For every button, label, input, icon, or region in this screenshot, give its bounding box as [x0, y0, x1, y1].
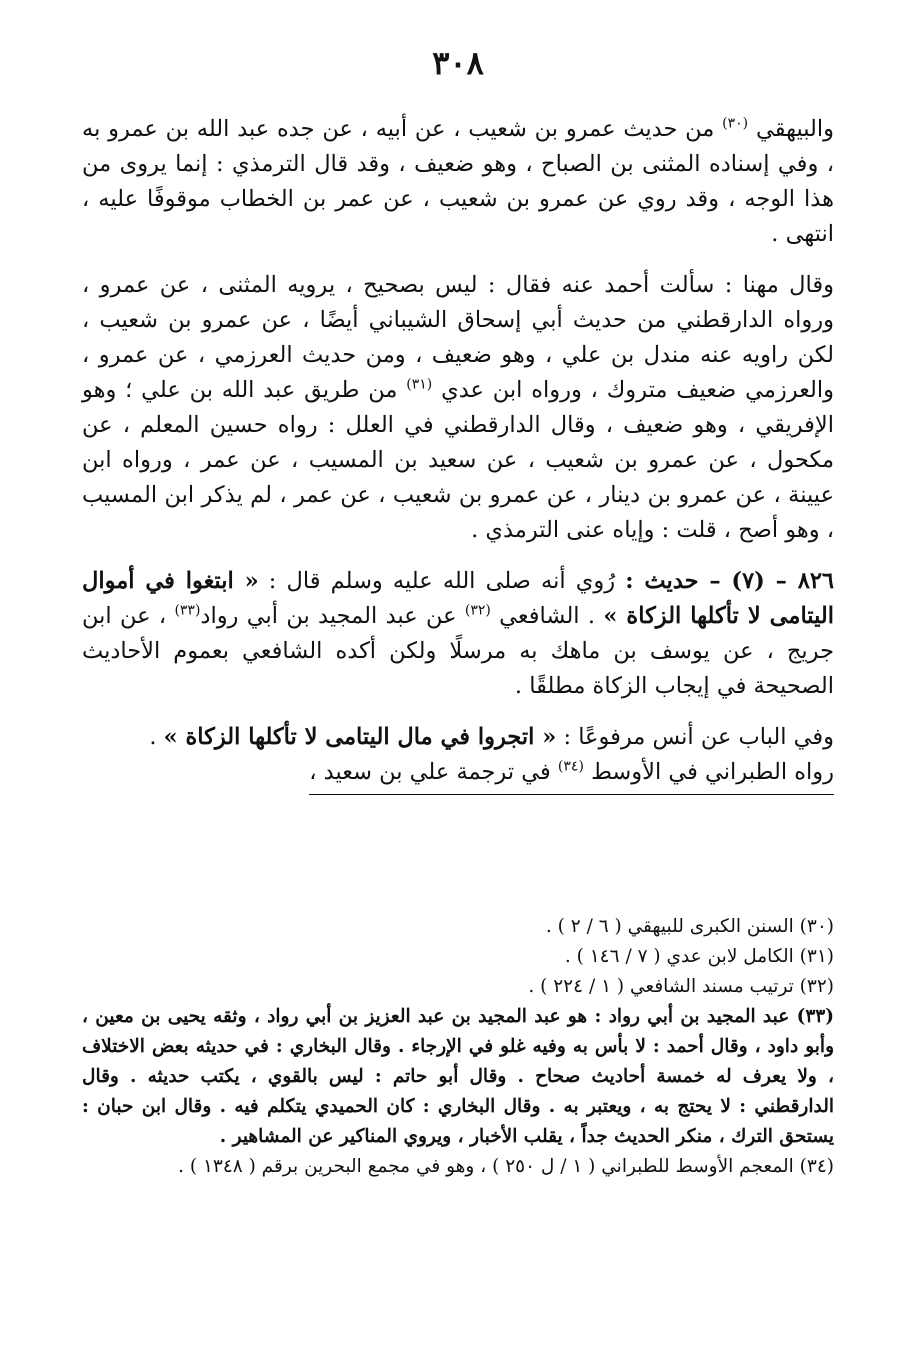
p3-text-b: . الشافعي: [499, 603, 596, 629]
footnote-33: (٣٣) عبد المجيد بن أبي رواد : هو عبد المجيد بن عبد العزيز بن أبي رواد ، وثقه يحيى بن معين ، وأبو داود ، وقال أحمد : لا بأس به وفيه غلو في الإرجاء . وقال البخاري : في حديثه بعض الاختلاف ، ولا يعرف له خمسة أحاديث صحاح . وقال أبو حاتم : ليس بالقوي ، يكتب حديثه . وقال الدارقطني : لا يحتج به ، ويعتبر به . وقال البخاري : كان الحميدي يتكلم فيه . وقال ابن حبان : يستحق الترك ، منكر الحديث جداً ، يقلب الأخبار ، ويروي المناكير عن المشاهير .: [82, 1006, 834, 1147]
anas-quote: « اتجروا في مال اليتامى لا تأكلها الزكاة »: [163, 724, 557, 750]
p1-text-b: من حديث عمرو بن شعيب ، عن أبيه ، عن جده عبد الله بن عمرو به ، وفي إسناده المثنى بن الصباح ، وهو ضعيف ، وقد قال الترمذي : إنما يروى من هذا الوجه ، وقد روي عن عمرو بن شعيب ، عن عمر بن الخطاب موقوفًا عليه ، انتهى .: [82, 116, 834, 247]
footnotes: [82, 912, 834, 1182]
footnote-31: (٣١) الكامل لابن عدي ( ٧ / ١٤٦ ) .: [564, 946, 834, 967]
p4-text-a: وفي الباب عن أنس مرفوعًا :: [563, 724, 834, 750]
paragraph-1: [82, 112, 834, 252]
footnote-ref-31: (٣١): [406, 376, 433, 393]
footnote-32: (٣٢) ترتيب مسند الشافعي ( ١ / ٢٢٤ ) .: [528, 976, 834, 997]
p2-text-b: من طريق عبد الله بن علي ؛ وهو الإفريقي ، وهو ضعيف ، وقال الدارقطني في العلل : رواه حسين المعلم ، عن مكحول ، عن عمرو بن شعيب ، عن سعيد بن المسيب ، عن عمر ، ورواه ابن عيينة ، عن عمرو بن دينار ، عن عمرو بن شعيب ، عن عمر ، لم يذكر ابن المسيب ، وهو أصح ، قلت : وإياه عنى الترمذي .: [82, 377, 834, 543]
p4-text-c: رواه الطبراني في الأوسط: [591, 759, 834, 785]
paragraph-2: [82, 268, 834, 548]
page-number: ٣٠٨: [432, 44, 484, 82]
footnote-ref-32: (٣٢): [464, 602, 491, 619]
paragraph-hadith-826: [82, 564, 834, 704]
main-text: [82, 112, 834, 811]
paragraph-4: [82, 720, 834, 795]
footnote-ref-34: (٣٤): [557, 758, 584, 775]
footnote-ref-30: (٣٠): [722, 115, 749, 132]
p4-text-b: .: [149, 724, 157, 750]
p3-text-c: عن عبد المجيد بن أبي رواد: [200, 603, 457, 629]
p1-text-a: والبيهقي: [755, 116, 834, 142]
p3-text-a: رُوي أنه صلى الله عليه وسلم قال :: [268, 568, 616, 594]
footnote-ref-33: (٣٣): [174, 602, 201, 619]
hadith-number: ٨٢٦ – (٧) – حديث :: [625, 568, 834, 594]
hadith-quote: « ابتغوا في أموال اليتامى لا تأكلها الزكاة »: [82, 568, 834, 629]
p4-text-d: في ترجمة علي بن سعيد ،: [309, 759, 551, 785]
p3-text-d: ، عن ابن جريج ، عن يوسف بن ماهك به مرسلًا ولكن أكده الشافعي بعموم الأحاديث الصحيحة في إيجاب الزكاة مطلقًا .: [82, 603, 834, 699]
footnote-34: (٣٤) المعجم الأوسط للطبراني ( ١ / ل ٢٥٠ ) ، وهو في مجمع البحرين برقم ( ١٣٤٨ ) .: [178, 1156, 834, 1177]
footnote-30: (٣٠) السنن الكبرى للبيهقي ( ٦ / ٢ ) .: [545, 916, 834, 937]
p2-text-a: وقال مهنا : سألت أحمد عنه فقال : ليس بصحيح ، يرويه المثنى ، عن عمرو ، ورواه الدارقطني من حديث أبي إسحاق الشيباني أيضًا ، عن عمرو بن شعيب ، لكن راويه عنه مندل بن علي ، وهو ضعيف ، ومن حديث العرزمي ، عن عمرو ، والعرزمي ضعيف متروك ، ورواه ابن عدي: [82, 272, 835, 403]
page-last-line: [309, 755, 834, 795]
